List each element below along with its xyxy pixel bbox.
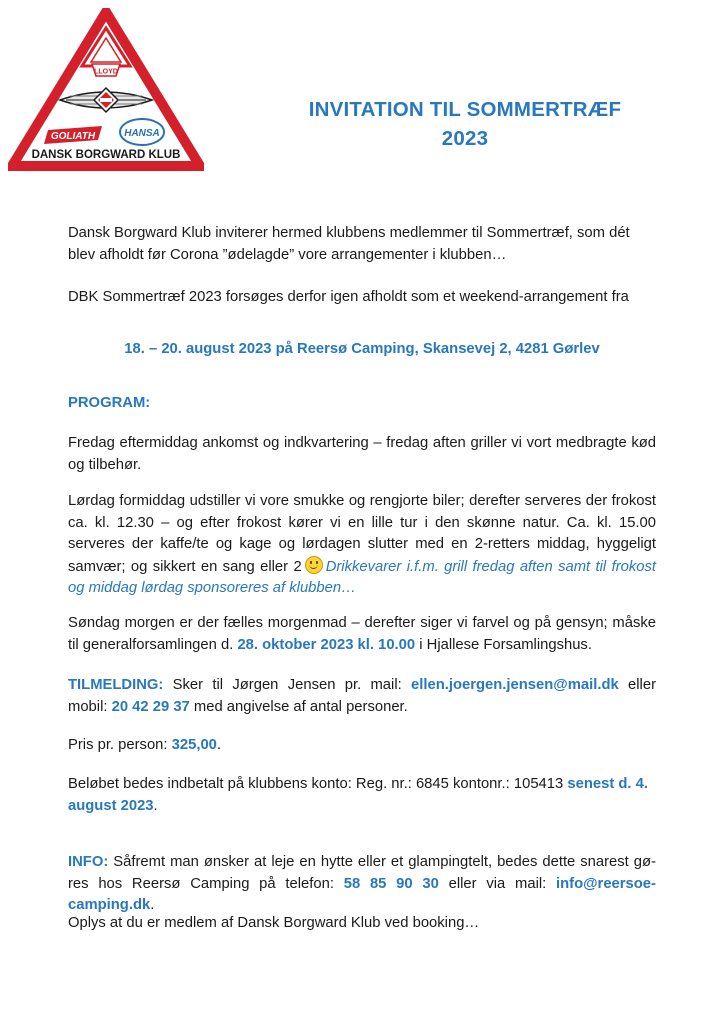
info-text-2: eller via mail: — [448, 875, 547, 892]
saturday-text: Lørdag formiddag udstiller vi vore smukke og rengjorte biler; derefter serveres der frokost ca. kl. 12.30 – og efter frokost kører vi en lille tur i den skønne natur. Ca. kl. 15.00 serveres der kaffe/te og kage og lørdagen slutter med en 2-retters middag, hyggeligt samvær; og sikkert en sang eller 2 — [68, 493, 656, 575]
registration-label: TILMELDING: — [68, 677, 164, 693]
registration-paragraph — [68, 675, 656, 718]
goliath-text: GOLIATH — [50, 131, 96, 142]
intro-paragraph — [68, 223, 656, 266]
title-line-1: INVITATION TIL SOMMERTRÆF — [308, 98, 622, 121]
event-dates: 18. – 20. august 2023 på Reersø Camping, Skansevej 2, 4281 Gørlev — [124, 341, 600, 357]
camping-email-link[interactable]: info@reersoe-camping.dk — [68, 875, 656, 913]
registration-text-3: med angivelse af antal personer. — [193, 698, 408, 715]
registration-text-2: eller mobil: — [68, 677, 656, 715]
payment-deadline: senest d. 4. august 2023 — [68, 776, 648, 814]
closing-paragraph: Oplys at du er medlem af Dansk Borgward Klub ved booking… — [68, 915, 480, 931]
info-end: . — [150, 897, 155, 913]
hansa-text: HANSA — [124, 128, 160, 139]
payment-paragraph — [68, 774, 656, 817]
intro-line-2: blev afholdt før Corona ”ødelagde” vore arrangementer i klubben… — [68, 246, 507, 263]
info-label: INFO: — [68, 854, 109, 870]
program-friday: Fredag eftermiddag ankomst og indkvartering – fredag aften griller vi vort medbragte kød og tilbehør. — [68, 435, 656, 473]
saturday-sponsor-note: Drikkevarer i.f.m. grill fredag aften samt til frokost og middag lørdag sponsoreres af klubben… — [68, 558, 656, 596]
program-heading: PROGRAM: — [68, 395, 151, 411]
payment-text: Beløbet bedes indbetalt på klubbens konto: Reg. nr.: 6845 kontonr.: 105413 — [68, 776, 564, 792]
camping-phone: 58 85 90 30 — [343, 875, 439, 892]
registration-text-1: Sker til Jørgen Jensen pr. mail: — [172, 677, 402, 693]
title-line-2: 2023 — [441, 127, 489, 150]
registration-phone: 20 42 29 37 — [111, 698, 190, 715]
program-sunday — [68, 613, 656, 656]
price-value: 325,00 — [171, 737, 217, 753]
general-assembly-date: 28. oktober 2023 kl. 10.00 — [237, 636, 416, 653]
program-saturday — [68, 491, 656, 600]
price-end: . — [216, 737, 222, 753]
sunday-text-after: i Hjallese Forsamlingshus. — [419, 636, 592, 653]
info-paragraph — [68, 852, 656, 917]
sunday-text-before: Søndag morgen er der fælles morgenmad – derefter siger vi farvel og på gensyn; måske til generalforsamlingen d. — [68, 615, 656, 653]
registration-email-link[interactable]: ellen.joergen.jensen@mail.dk — [411, 677, 619, 693]
price-label: Pris pr. person: — [68, 737, 168, 753]
club-name-text: DANSK BORGWARD KLUB — [31, 149, 181, 161]
hansa-emblem-icon — [120, 119, 164, 145]
lloyd-text: LLOYD — [94, 68, 118, 76]
page-title — [290, 95, 640, 153]
payment-end: . — [153, 797, 158, 814]
info-text-1: Såfremt man ønsker at leje en hytte eller et glampingtelt, bedes dette snarest gøres hos Reersø Camping på telefon: — [68, 854, 656, 892]
price-paragraph — [68, 735, 656, 757]
smiley-icon — [305, 556, 323, 574]
attempt-paragraph: DBK Sommertræf 2023 forsøges derfor igen afholdt som et weekend-arrangement fra — [68, 289, 629, 305]
dansk-borgward-klub-logo — [8, 8, 204, 172]
intro-line-1: Dansk Borgward Klub inviterer hermed klubbens medlemmer til Sommertræf, som dét — [68, 225, 630, 241]
